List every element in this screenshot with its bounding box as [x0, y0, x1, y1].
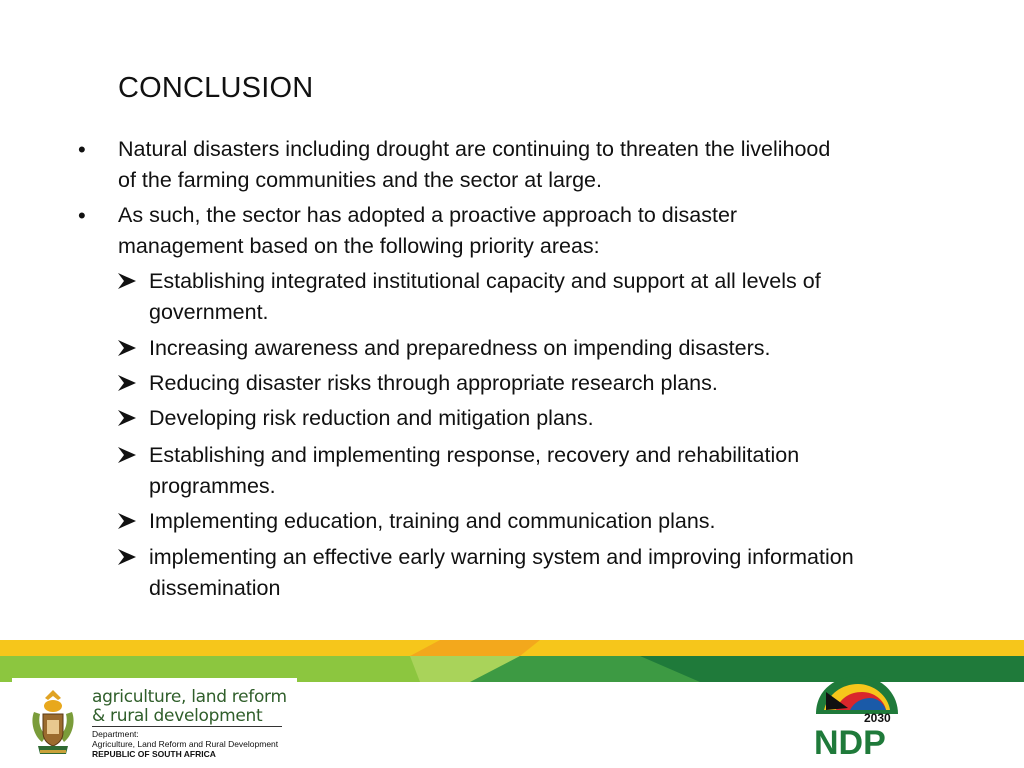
- priority-line: Developing risk reduction and mitigation plans.: [149, 406, 594, 430]
- priority-line: implementing an effective early warning system and improving information: [149, 545, 854, 569]
- arrowhead-bullet-icon: [117, 374, 137, 392]
- priority-line: Implementing education, training and communication plans.: [149, 509, 716, 533]
- bullet-line: management based on the following priority areas:: [118, 234, 600, 258]
- bullet-line: Natural disasters including drought are continuing to threaten the livelihood: [118, 137, 831, 161]
- priority-line: Increasing awareness and preparedness on impending disasters.: [149, 336, 771, 360]
- bullet-line: As such, the sector has adopted a proactive approach to disaster: [118, 203, 738, 227]
- priority-line: dissemination: [149, 576, 281, 600]
- priority-item: [149, 333, 949, 364]
- priority-line: programmes.: [149, 474, 276, 498]
- department-name-line: agriculture, land reform: [92, 687, 287, 707]
- department-full-name: Agriculture, Land Reform and Rural Development: [92, 739, 279, 749]
- ndp-year: 2030: [864, 711, 891, 725]
- arrowhead-bullet-icon: [117, 548, 137, 566]
- ndp-2030-logo: [806, 670, 906, 760]
- bullet-dot: •: [78, 137, 86, 162]
- department-wordmark: [92, 688, 292, 726]
- bullet-dot: •: [78, 203, 86, 228]
- priority-item: [149, 266, 949, 328]
- arrowhead-bullet-icon: [117, 272, 137, 290]
- bullet-item: [78, 200, 938, 262]
- department-label: Department:: [92, 729, 139, 739]
- priority-line: Establishing integrated institutional capacity and support at all levels of: [149, 269, 821, 293]
- priority-item: [149, 368, 949, 399]
- arrowhead-bullet-icon: [117, 339, 137, 357]
- priority-line: Reducing disaster risks through appropriate research plans.: [149, 371, 718, 395]
- bullet-line: of the farming communities and the sector at large.: [118, 168, 602, 192]
- ndp-label: NDP: [814, 724, 886, 760]
- priority-item: [149, 440, 949, 502]
- department-name-line: & rural development: [92, 706, 263, 726]
- arrowhead-bullet-icon: [117, 512, 137, 530]
- divider: [92, 726, 282, 727]
- priority-item: [149, 542, 969, 604]
- priority-line: government.: [149, 300, 269, 324]
- arrowhead-bullet-icon: [117, 446, 137, 464]
- priority-item: [149, 403, 949, 434]
- priority-line: Establishing and implementing response, recovery and rehabilitation: [149, 443, 800, 467]
- arrowhead-bullet-icon: [117, 409, 137, 427]
- bullet-item: [78, 134, 938, 196]
- coat-of-arms-icon: [28, 686, 78, 758]
- slide-title: CONCLUSION: [118, 72, 314, 104]
- country-name: REPUBLIC OF SOUTH AFRICA: [92, 749, 216, 759]
- priority-item: [149, 506, 949, 537]
